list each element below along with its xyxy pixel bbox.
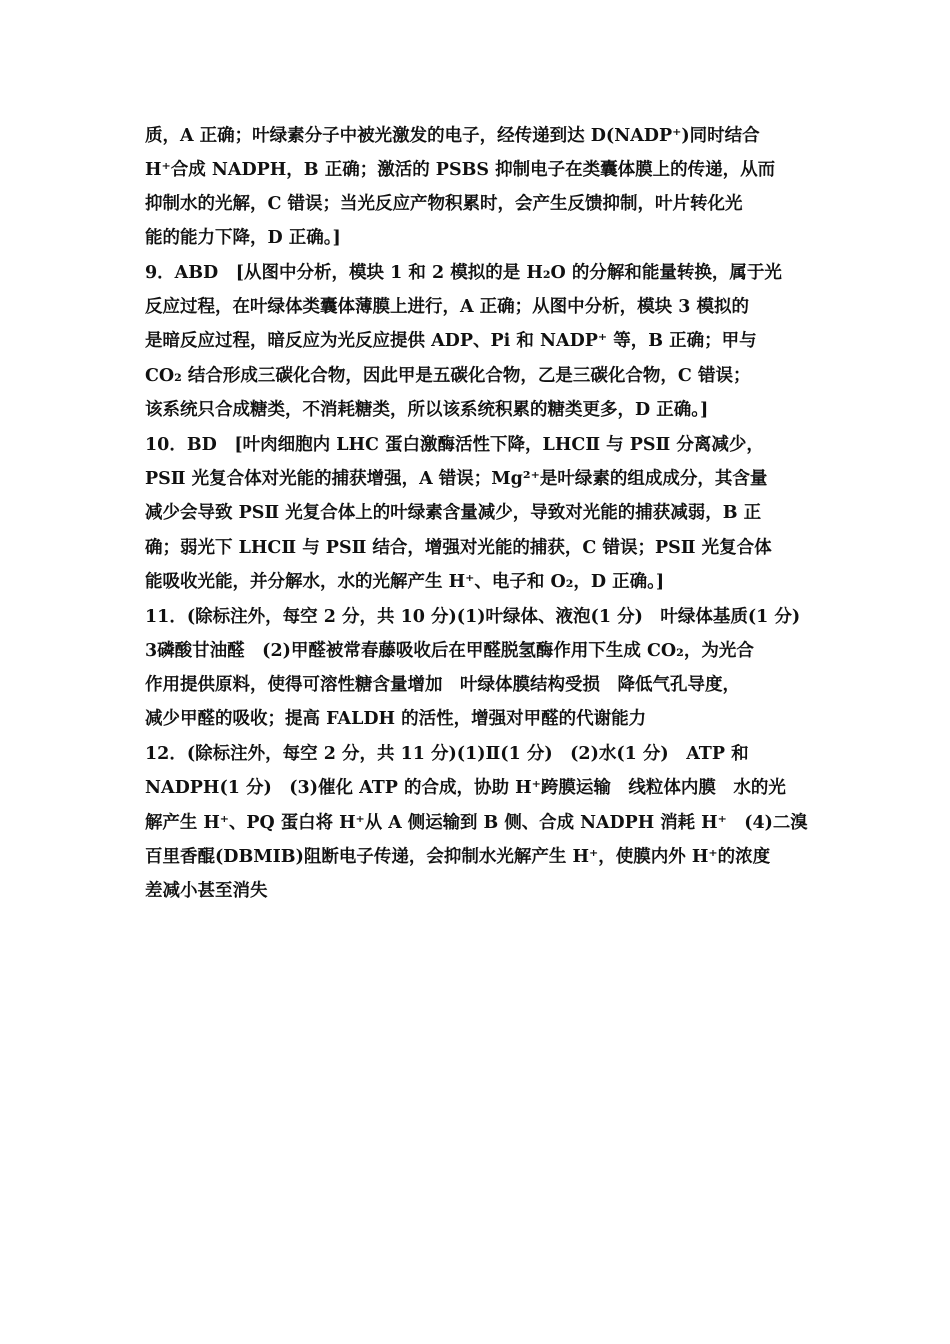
text-line: 减少甲醛的吸收；提高 FALDH 的活性，增强对甲醛的代谢能力 <box>145 709 647 729</box>
text-line: 减少会导致 PSⅡ 光复合体上的叶绿素含量减少，导致对光能的捕获减弱，B 正 <box>145 503 762 523</box>
text-line: H⁺合成 NADPH，B 正确；激活的 PSBS 抑制电子在类囊体膜上的传递，从而 <box>145 160 776 180</box>
text-line: 是暗反应过程，暗反应为光反应提供 ADP、Pi 和 NADP⁺ 等，B 正确；甲与 <box>145 331 757 351</box>
text-line: 抑制水的光解，C 错误；当光反应产物积累时，会产生反馈抑制，叶片转化光 <box>145 194 743 214</box>
text-line: 反应过程，在叶绿体类囊体薄膜上进行，A 正确；从图中分析，模块 3 模拟的 <box>145 297 750 317</box>
answer-12-line: 12．(除标注外，每空 2 分，共 11 分)(1)Ⅱ(1 分) (2)水(1 分) ATP 和 <box>145 744 749 764</box>
text-line: 差减小甚至消失 <box>145 881 268 901</box>
text-line: 解产生 H⁺、PQ 蛋白将 H⁺从 A 侧运输到 B 侧、合成 NADPH 消耗 H⁺ (4)二溴 <box>145 813 808 833</box>
text-line: 确；弱光下 LHCⅡ 与 PSⅡ 结合，增强对光能的捕获，C 错误；PSⅡ 光复合体 <box>145 538 772 558</box>
text-line: 3磷酸甘油醛 (2)甲醛被常春藤吸收后在甲醛脱氢酶作用下生成 CO₂，为光合 <box>145 641 754 661</box>
answer-10-line: 10．BD [叶肉细胞内 LHC 蛋白激酶活性下降，LHCⅡ 与 PSⅡ 分离减少， <box>145 435 764 455</box>
text-line: 能的能力下降，D 正确。] <box>145 228 341 248</box>
text-line: CO₂ 结合形成三碳化合物，因此甲是五碳化合物，乙是三碳化合物，C 错误； <box>145 366 751 386</box>
text-line: 能吸收光能，并分解水，水的光解产生 H⁺、电子和 O₂，D 正确。] <box>145 572 665 592</box>
text-line: 该系统只合成糖类，不消耗糖类，所以该系统积累的糖类更多，D 正确。] <box>145 400 709 420</box>
text-line: 作用提供原料，使得可溶性糖含量增加 叶绿体膜结构受损 降低气孔导度， <box>145 675 740 695</box>
answer-9-line: 9．ABD [从图中分析，模块 1 和 2 模拟的是 H₂O 的分解和能量转换，属于光 <box>145 263 782 283</box>
text-line: PSⅡ 光复合体对光能的捕获增强，A 错误；Mg²⁺是叶绿素的组成成分，其含量 <box>145 469 768 489</box>
answer-11-line: 11．(除标注外，每空 2 分，共 10 分)(1)叶绿体、液泡(1 分) 叶绿体基质(1 分) <box>145 607 801 627</box>
text-line: 百里香醌(DBMIB)阻断电子传递，会抑制水光解产生 H⁺，使膜内外 H⁺的浓度 <box>145 847 771 867</box>
text-line: NADPH(1 分) (3)催化 ATP 的合成，协助 H⁺跨膜运输 线粒体内膜 水的光 <box>145 778 786 798</box>
text-line: 质，A 正确；叶绿素分子中被光激发的电子，经传递到达 D(NADP⁺)同时结合 <box>145 126 760 146</box>
